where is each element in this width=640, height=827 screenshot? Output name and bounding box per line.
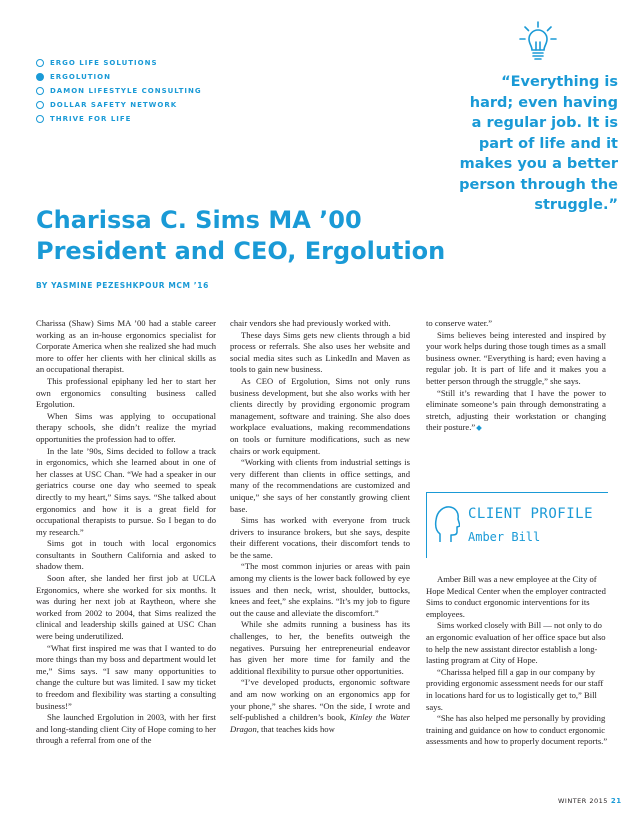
paragraph: Sims has worked with everyone from truck drivers to insurance brokers, but she says, despite their different vocations, their discomfort tends to be the same.	[230, 515, 410, 560]
paragraph: She launched Ergolution in 2003, with her first and long-standing client City of Hope coming to her through a referral from one of the	[36, 712, 216, 746]
nav-item-label: DAMON LIFESTYLE CONSULTING	[50, 87, 202, 95]
paragraph: to conserve water.”	[426, 318, 493, 328]
paragraph	[426, 388, 606, 434]
paragraph: Charissa (Shaw) Sims MA ’00 had a stable career working as an in-house ergonomics specialist for Corporate America when she realized she had much more to offer her clients with her clinical skills as an occupational therapist.	[36, 318, 216, 375]
article-column-3	[426, 318, 606, 434]
paragraph: chair vendors she had previously worked with.	[230, 318, 391, 328]
client-profile-body	[426, 574, 608, 748]
paragraph: “Working with clients from industrial settings is very different than clients in office settings, and many of the recommendations are customized and unique,” she says of her constantly growing client base.	[230, 457, 410, 514]
nav-item-label: ERGO LIFE SOLUTIONS	[50, 59, 158, 67]
nav-item-ergolution[interactable]	[36, 70, 202, 84]
nav-item-damon-lifestyle-consulting[interactable]	[36, 84, 202, 98]
paragraph-text: “Still it’s rewarding that I have the power to eliminate someone’s pain through demonstrating a stretch, adjusting their workstation or changing their posture.”	[426, 387, 606, 433]
page-folio	[558, 797, 622, 805]
nav-bullet-icon	[36, 115, 44, 123]
article-column-2	[230, 318, 410, 735]
pull-quote: “Everything is hard; even having a regular job. It is part of life and it makes you a better person through the struggle.”	[459, 74, 618, 213]
nav-bullet-active-icon	[36, 73, 44, 81]
nav-item-label: ERGOLUTION	[50, 73, 111, 81]
byline: BY YASMINE PEZESHKPOUR MCM ’16	[36, 281, 209, 290]
paragraph: Soon after, she landed her first job at UCLA Ergonomics, where she worked for six months. It was during her next job at Raytheon, where she worked from 2002 to 2004, that Sims realized the clinical and leadership skills gained at USC Chan were being underutilized.	[36, 573, 216, 642]
paragraph: Sims believes being interested and inspired by your work helps during those tough times as a small business owner. “Everything is hard; even having a regular job. It is part of life and it makes you a better person through the struggle,” she says.	[426, 329, 606, 386]
paragraph: When Sims was applying to occupational therapy schools, she didn’t realize the myriad opportunities the profession had to offer.	[36, 410, 216, 444]
paragraph: While she admits running a business has its challenges, to her, the benefits outweigh the negatives. Pursuing her entrepreneurial endeavor has given her more time for family and the additional flexibility to pursue other opportunities.	[230, 619, 410, 676]
article-title	[36, 205, 456, 267]
nav-item-thrive-for-life[interactable]	[36, 112, 202, 126]
client-profile-heading: CLIENT PROFILE	[468, 506, 594, 522]
nav-item-dollar-safety-network[interactable]	[36, 98, 202, 112]
paragraph: “The most common injuries or areas with pain among my clients is the lower back followed by eye issues and then neck, wrist, shoulder, buttocks, knees and feet,” she explains. “It’s my job to figure out the cause and alleviate the discomfort.”	[230, 561, 410, 618]
nav-bullet-icon	[36, 87, 44, 95]
nav-item-label: DOLLAR SAFETY NETWORK	[50, 101, 178, 109]
paragraph: Amber Bill was a new employee at the City of Hope Medical Center when the employer contracted Sims to conduct ergonomic interventions for its employees.	[426, 574, 606, 619]
paragraph: “She has also helped me personally by providing training and guidance on how to conduct ergonomic assessments and how to properly document reports.”	[426, 713, 608, 747]
issue-label: WINTER 2015	[558, 797, 608, 805]
paragraph: This professional epiphany led her to start her own ergonomics consulting business called Ergolution.	[36, 375, 216, 410]
article-column-1	[36, 318, 216, 747]
nav-item-ergo-life-solutions[interactable]	[36, 56, 202, 70]
lightbulb-icon	[518, 20, 558, 64]
nav-item-label: THRIVE FOR LIFE	[50, 115, 132, 123]
book-title: Kinley the Water Dragon	[230, 712, 410, 734]
section-nav	[36, 56, 202, 126]
paragraph: As CEO of Ergolution, Sims not only runs business development, but she also works with her clients directly by providing ergonomic program management, software and training. She also does workplace evaluations, making recommendations on tools or furniture modifications, such as new chairs or work equipment.	[230, 375, 410, 456]
page-number: 21	[610, 797, 622, 805]
paragraph: Sims got in touch with local ergonomics consultants in Southern California and asked to shadow them.	[36, 538, 216, 572]
end-mark-icon	[476, 426, 482, 432]
title-role-line: President and CEO, Ergolution	[36, 237, 446, 265]
paragraph: Sims worked closely with Bill — not only to do an ergonomic evaluation of her office space but also to help the new assistant director establish a long-lasting program at City of Hope.	[426, 620, 606, 666]
paragraph: “I’ve developed products, ergonomic software and am now working on an ergonomics app for your phone,” she shares. “On the side, I wrote and self-published a children’s book, Kinley the Water Dragon, that teaches kids how	[230, 677, 410, 734]
nav-bullet-icon	[36, 59, 44, 67]
client-profile-name: Amber Bill	[468, 530, 541, 544]
head-profile-icon	[434, 504, 460, 544]
paragraph: In the late ’90s, Sims decided to follow a track in ergonomics, which she learned about in one of her classes at USC Chan. “We had a speaker in our geriatrics course one day who seemed to speak directly to my heart,” Sims says. “She talked about ergonomics and how it is a great field for occupational therapists to pursue. So I began to do my research.”	[36, 445, 216, 537]
paragraph: “Charissa helped fill a gap in our company by providing ergonomic assessment needs for our staff in locations hard for us to logistically get to,” Bill says.	[426, 666, 604, 712]
title-name-line: Charissa C. Sims MA ’00	[36, 206, 362, 234]
paragraph: “What first inspired me was that I wanted to do more things than my boss and department would let me,” Sims says. “I saw many opportunities to change the culture but was limited. I saw my ticket to freedom and flexibility was starting a consulting business!”	[36, 642, 216, 711]
paragraph: These days Sims gets new clients through a bid process or referrals. She also uses her website and social media sites such as LinkedIn and Maven as tools to gain new business.	[230, 329, 410, 375]
nav-bullet-icon	[36, 101, 44, 109]
